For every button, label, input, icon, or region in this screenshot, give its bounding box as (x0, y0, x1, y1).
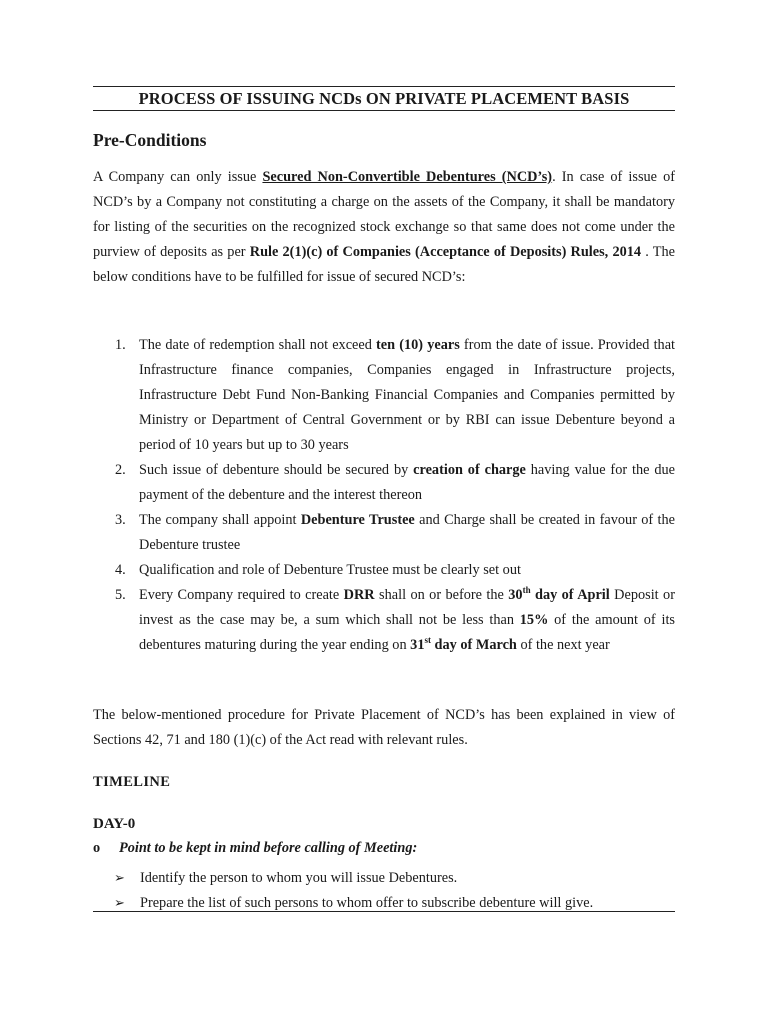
condition-item: 5. Every Company required to create DRR shall on or before the 30th day of April Deposit or invest as the case may be, a sum which shall not be less than 15% of the amount of its debentures maturing during the year ending on 31st day of March of the next year (115, 585, 675, 653)
day-0-heading: DAY-0 (93, 816, 136, 832)
condition-item: 2. Such issue of debenture should be secured by creation of charge having value for the due payment of the debenture and the interest thereon (115, 462, 675, 503)
arrowhead-bullet-icon: ➢ (114, 871, 125, 886)
title-top-rule (93, 86, 675, 87)
section-bottom-rule (93, 911, 675, 912)
action-list (114, 866, 675, 916)
rule-reference: Rule 2(1)(c) of Companies (Acceptance of Deposits) Rules, 2014 (249, 244, 642, 260)
meeting-subheading: o Point to be kept in mind before calling of Meeting: (93, 840, 418, 856)
preconditions-heading: Pre-Conditions (93, 130, 207, 150)
intro-paragraph: A Company can only issue Secured Non-Convertible Debentures (NCD’s). In case of issue of NCD’s by a Company not constituting a charge on the assets of the Company, it shall be mandatory for listing of the securities on the recognized stock exchange so that same does not come under the purview of deposits as per Rule 2(1)(c) of Companies (Acceptance of Deposits) Rules, 2014 . The below conditions have to be fulfilled for issue of secured NCD’s: (93, 169, 676, 285)
conditions-list (93, 333, 675, 658)
timeline-heading: TIMELINE (93, 774, 171, 790)
document-title: PROCESS OF ISSUING NCDs ON PRIVATE PLACEMENT BASIS (138, 89, 630, 108)
action-item: ➢ Identify the person to whom you will issue Debentures. (114, 866, 675, 891)
circle-bullet-icon: o (93, 840, 101, 856)
secured-ncd-term: Secured Non-Convertible Debentures (NCD’s) (262, 169, 553, 185)
action-item: ➢ Prepare the list of such persons to whom offer to subscribe debenture will give. (114, 891, 675, 916)
condition-item: 1. The date of redemption shall not exceed ten (10) years from the date of issue. Provided that Infrastructure finance companies, Companies engaged in Infrastructure projects, Infrastructure Debt Fund Non-Banking Financial Companies and Companies permitted by Ministry or Department of Central Government or by RBI can issue Debenture beyond a period of 10 years but up to 30 years (115, 337, 676, 453)
arrowhead-bullet-icon: ➢ (114, 896, 125, 911)
condition-item: 4. Qualification and role of Debenture Trustee must be clearly set out (115, 562, 521, 578)
procedure-paragraph: The below-mentioned procedure for Private Placement of NCD’s has been explained in view of Sections 42, 71 and 180 (1)(c) of the Act read with relevant rules. (93, 707, 675, 748)
condition-item: 3. The company shall appoint Debenture Trustee and Charge shall be created in favour of the Debenture trustee (115, 512, 675, 553)
title-bottom-rule (93, 110, 675, 111)
